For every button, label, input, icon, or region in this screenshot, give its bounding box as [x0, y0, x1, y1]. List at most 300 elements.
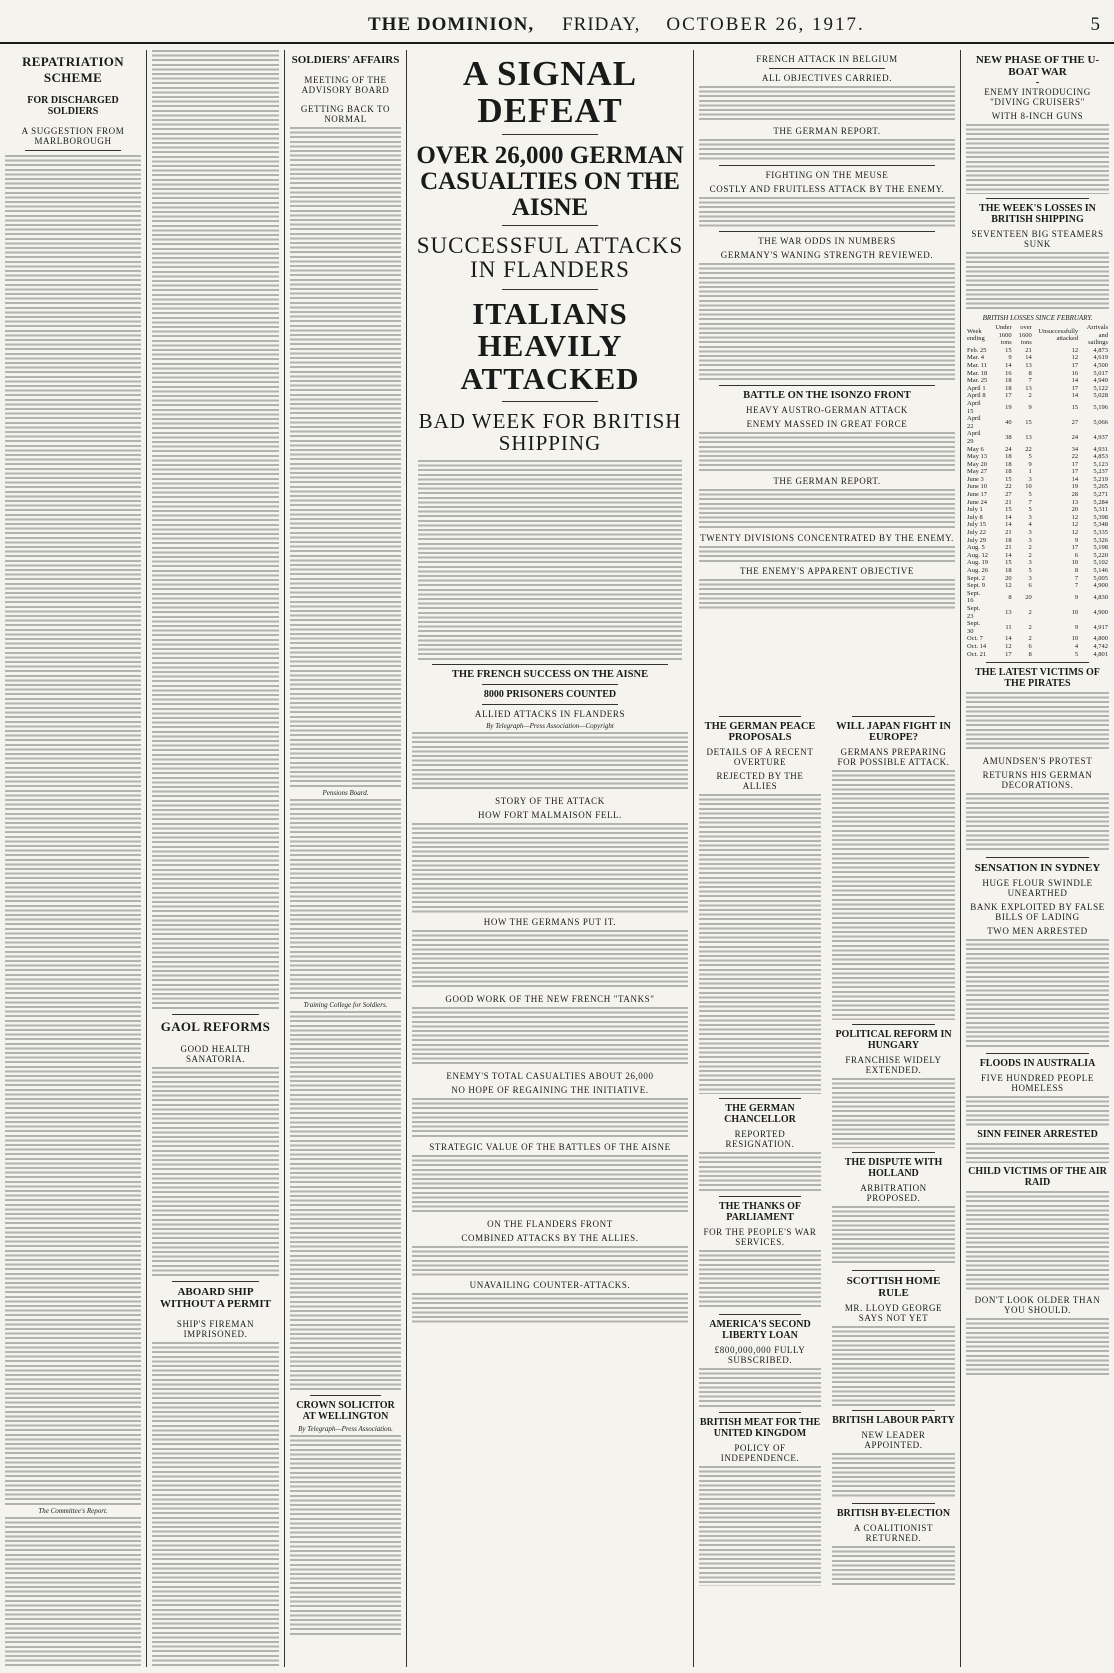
article-body-text: [5, 1517, 141, 1667]
table-row: [966, 453, 1109, 461]
divider: [719, 1314, 801, 1315]
subhead-new-leader: NEW LEADER APPOINTED.: [861, 1430, 926, 1450]
table-cell: 7: [1028, 377, 1032, 385]
table-row: [966, 461, 1109, 469]
right-block-top: [694, 50, 960, 710]
byline: By Telegraph—Press Association—Copyright: [486, 722, 614, 731]
table-row: [966, 514, 1109, 522]
table-row: [966, 635, 1109, 643]
article-body-text: [290, 127, 401, 787]
table-cell: 13: [1025, 384, 1032, 392]
divider: [986, 857, 1089, 858]
article-body-text: [966, 1143, 1109, 1163]
table-cell: 9: [1074, 623, 1079, 631]
table-cell: 3: [1028, 513, 1032, 521]
article-body-text: [966, 124, 1109, 194]
table-row: [966, 385, 1109, 393]
table-cell: 6: [1074, 551, 1079, 559]
subhead-germans-preparing: GERMANS PREPARING FOR POSSIBLE ATTACK.: [837, 747, 950, 767]
masthead: [0, 0, 1114, 44]
table-cell: 5: [1074, 650, 1079, 658]
headline-soldiers-affairs: SOLDIERS' AFFAIRS: [291, 54, 400, 66]
table-row: [966, 651, 1109, 659]
table-cell: 5: [1028, 567, 1032, 574]
subhead-unavailing: UNAVAILING COUNTER-ATTACKS.: [469, 1280, 631, 1291]
divider: [719, 1412, 801, 1413]
table-cell: 20: [1005, 574, 1012, 582]
article-body-text: [152, 1067, 279, 1277]
divider: [719, 1196, 801, 1197]
headline-signal-defeat: A SIGNAL DEFEAT: [462, 54, 638, 130]
table-cell: 9: [1074, 536, 1079, 544]
table-header-row: [966, 324, 1109, 347]
article-body-text: [966, 793, 1109, 853]
table-cell: 16: [1005, 369, 1012, 377]
headline-german-chancellor: THE GERMAN CHANCELLOR: [724, 1103, 796, 1125]
table-cell: 4,800: [1093, 635, 1108, 643]
subhead-prisoners: 8000 PRISONERS COUNTED: [483, 689, 617, 701]
article-body-text: [832, 1078, 955, 1148]
table-cell: 5,102: [1093, 559, 1108, 567]
subhead-bank: BANK EXPLOITED BY FALSE BILLS OF LADING: [970, 902, 1105, 923]
subhead-diving-cruisers: ENEMY INTRODUCING "DIVING CRUISERS": [984, 87, 1091, 107]
table-cell: July 1: [967, 506, 983, 514]
table-row: [966, 483, 1109, 491]
subhead-two-men: TWO MEN ARRESTED: [987, 926, 1088, 937]
headline-repatriation: REPATRIATION SCHEME: [22, 54, 124, 85]
article-body-text: [412, 823, 688, 913]
column-1: [0, 50, 146, 1667]
subhead-massed: ENEMY MASSED IN GREAT FORCE: [746, 419, 908, 429]
subhead-combined-attacks: COMBINED ATTACKS BY THE ALLIES.: [461, 1233, 639, 1244]
table-cell: 9: [1028, 460, 1032, 468]
article-body-text: [418, 460, 682, 660]
subhead-franchise: FRANCHISE WIDELY EXTENDED.: [845, 1055, 942, 1075]
headline-gaol-reforms: GAOL REFORMS: [160, 1019, 271, 1034]
table-header-cell: Week ending: [967, 327, 985, 343]
table-cell: 5,237: [1093, 468, 1108, 476]
subhead-twenty-divisions: TWENTY DIVISIONS CONCENTRATED BY THE ENEMY.: [700, 533, 954, 543]
table-row: [966, 415, 1109, 430]
subhead-strategic-value: STRATEGIC VALUE OF THE BATTLES OF THE AISNE: [429, 1142, 671, 1153]
table-cell: 6: [1028, 582, 1032, 590]
table-cell: 40: [1005, 418, 1012, 426]
headline-by-election: BRITISH BY-ELECTION: [836, 1508, 951, 1519]
article-body-text: [412, 1098, 688, 1138]
divider: [482, 704, 618, 705]
headline-amundsen: AMUNDSEN'S PROTEST: [982, 756, 1093, 767]
table-cell: 4: [1028, 521, 1032, 529]
table-cell: June 17: [967, 491, 988, 499]
table-cell: Aug. 5: [967, 544, 985, 552]
table-row: [966, 430, 1109, 445]
divider: [1036, 82, 1039, 83]
table-cell: 3: [1028, 574, 1032, 582]
table-cell: 18: [1005, 460, 1012, 468]
table-cell: 10: [1025, 483, 1032, 491]
table-cell: 8: [1074, 567, 1079, 574]
table-cell: 27: [1005, 491, 1012, 499]
table-row: [966, 392, 1109, 400]
article-body-text: [412, 1155, 688, 1215]
table-cell: 18: [1005, 536, 1012, 544]
article-body-text: [699, 86, 955, 122]
article-body-text: [412, 1293, 688, 1323]
headline-shipping: BAD WEEK FOR BRITISH SHIPPING: [418, 409, 682, 456]
table-cell: 4,900: [1093, 608, 1108, 616]
center-feature: [407, 50, 693, 1667]
table-cell: 14: [1005, 551, 1012, 559]
table-cell: 12: [1005, 582, 1012, 590]
divider: [986, 1053, 1089, 1054]
table-header-cell: Arrivals and sailings: [1086, 324, 1108, 347]
headline-italians: ITALIANS HEAVILY ATTACKED: [460, 295, 640, 396]
table-cell: Feb. 25: [967, 346, 987, 354]
table-cell: 11: [1005, 623, 1012, 631]
table-cell: 4,931: [1093, 445, 1108, 453]
table-cell: 17: [1005, 392, 1012, 400]
article-body-text: [699, 197, 955, 227]
article-body-text: [412, 1246, 688, 1276]
divider: [986, 198, 1089, 199]
table-cell: July 15: [967, 521, 986, 529]
table-cell: 9: [1008, 354, 1012, 362]
subhead-subscribed: £800,000,000 FULLY SUBSCRIBED.: [714, 1345, 806, 1365]
table-cell: 5: [1028, 453, 1032, 461]
table-cell: 15: [1005, 346, 1012, 354]
losses-table: [966, 324, 1109, 658]
article-body-text: [412, 1007, 688, 1067]
table-cell: 15: [1005, 559, 1012, 567]
subhead-resignation: REPORTED RESIGNATION.: [725, 1129, 795, 1149]
table-cell: 2: [1028, 544, 1032, 552]
table-cell: June 24: [967, 498, 988, 506]
table-row: [966, 544, 1109, 552]
subhead-pensions-board: Pensions Board.: [322, 789, 369, 797]
table-cell: 4: [1074, 642, 1079, 650]
subhead-no-hope: NO HOPE OF REGAINING THE INITIATIVE.: [451, 1085, 649, 1096]
article-body-text: [966, 1096, 1109, 1126]
article-body-text: [966, 692, 1109, 752]
table-cell: Oct. 14: [967, 642, 987, 650]
table-cell: May 6: [967, 445, 984, 453]
table-cell: 10: [1071, 635, 1079, 643]
subhead-policy: POLICY OF INDEPENDENCE.: [720, 1443, 800, 1463]
table-row: [966, 537, 1109, 545]
article-body-text: [699, 432, 955, 472]
table-cell: 5,348: [1093, 521, 1108, 529]
table-cell: Oct. 21: [967, 650, 987, 658]
table-cell: 12: [1005, 642, 1012, 650]
table-cell: 7: [1074, 574, 1079, 582]
article-body-text: [152, 50, 279, 1010]
table-cell: Aug. 19: [967, 559, 988, 567]
table-cell: 17: [1071, 384, 1079, 392]
table-cell: 20: [1071, 506, 1079, 514]
subhead-details-overture: DETAILS OF A RECENT OVERTURE: [706, 747, 814, 767]
table-cell: 5: [1028, 491, 1032, 499]
table-row: [966, 446, 1109, 454]
advert-heading: DON'T LOOK OLDER THAN YOU SHOULD.: [974, 1295, 1101, 1316]
table-cell: 22: [1071, 453, 1079, 461]
table-cell: 18: [1005, 377, 1012, 385]
table-row: [966, 506, 1109, 514]
subhead-allied-attacks: ALLIED ATTACKS IN FLANDERS: [474, 709, 626, 720]
table-cell: Sept. 9: [967, 582, 986, 590]
table-cell: 8: [1028, 650, 1032, 658]
table-cell: 13: [1025, 361, 1032, 369]
table-row: [966, 347, 1109, 355]
headline-floods: FLOODS IN AUSTRALIA: [979, 1058, 1096, 1070]
table-cell: 34: [1071, 445, 1079, 453]
headline-german-casualties: OVER 26,000 GERMAN CASUALTIES ON THE AISNE: [416, 141, 684, 221]
headline-hungary: POLITICAL REFORM IN HUNGARY: [835, 1029, 952, 1051]
headline-war-odds: THE WAR ODDS IN NUMBERS: [758, 236, 896, 246]
table-cell: 22: [1025, 445, 1032, 453]
table-cell: July 29: [967, 536, 986, 544]
table-row: [966, 582, 1109, 590]
table-cell: 5,028: [1093, 392, 1108, 400]
table-cell: 14: [1071, 392, 1079, 400]
table-header-cell: Unsuccessfully attacked: [1038, 327, 1079, 343]
table-row: [966, 400, 1109, 415]
headline-liberty-loan: AMERICA'S SECOND LIBERTY LOAN: [709, 1319, 811, 1341]
table-cell: April 1: [967, 384, 986, 392]
table-cell: Sept. 2: [967, 574, 986, 582]
table-cell: 17: [1005, 650, 1012, 658]
table-cell: 4,853: [1093, 453, 1108, 461]
table-row: [966, 605, 1109, 620]
table-cell: 5,123: [1093, 460, 1108, 468]
subhead-8-inch-guns: WITH 8-INCH GUNS: [991, 111, 1084, 121]
table-cell: 3: [1028, 536, 1032, 544]
table-row: [966, 499, 1109, 507]
divider: [852, 1503, 935, 1504]
article-body-text: [290, 1011, 401, 1391]
table-row: [966, 590, 1109, 605]
table-cell: 4,830: [1093, 593, 1108, 601]
table-cell: 17: [1071, 544, 1079, 552]
table-cell: Sept. 23: [967, 604, 981, 620]
table-cell: 2: [1028, 392, 1032, 400]
table-cell: 12: [1071, 354, 1079, 362]
article-body-text: [699, 263, 955, 381]
subhead-rejected: REJECTED BY THE ALLIES: [716, 771, 804, 791]
subhead-advisory-board: MEETING OF THE ADVISORY BOARD: [301, 75, 390, 95]
table-cell: 38: [1005, 434, 1012, 442]
article-body-text: [966, 252, 1109, 312]
table-cell: 4,801: [1093, 650, 1108, 658]
subhead-marlborough: A SUGGESTION FROM MARLBOROUGH: [21, 126, 125, 146]
table-cell: 5,311: [1093, 506, 1108, 514]
article-body-text: [699, 546, 955, 562]
article-body-text: [699, 1466, 821, 1586]
table-row: [966, 529, 1109, 537]
table-row: [966, 521, 1109, 529]
table-row: [966, 559, 1109, 567]
headline-holland: THE DISPUTE WITH HOLLAND: [844, 1157, 943, 1179]
table-cell: 14: [1005, 635, 1012, 643]
subhead-total-casualties: ENEMY'S TOTAL CASUALTIES ABOUT 26,000: [446, 1071, 654, 1082]
table-cell: Mar. 11: [967, 361, 987, 369]
table-cell: 21: [1005, 529, 1012, 537]
column-far-right: [961, 50, 1114, 1667]
subhead-apparent-objective: THE ENEMY'S APPARENT OBJECTIVE: [740, 566, 914, 576]
table-cell: 3: [1028, 529, 1032, 537]
table-cell: April 22: [967, 415, 981, 430]
table-row: [966, 567, 1109, 575]
table-cell: 13: [1005, 608, 1012, 616]
table-cell: 5,066: [1093, 418, 1108, 426]
subhead-homeless: FIVE HUNDRED PEOPLE HOMELESS: [981, 1073, 1094, 1094]
table-cell: 5,265: [1093, 483, 1108, 491]
table-cell: Sept. 16: [967, 589, 981, 605]
table-cell: 4,873: [1093, 346, 1108, 354]
headline-air-raid: CHILD VICTIMS OF THE AIR RAID: [968, 1166, 1107, 1189]
headline-japan: WILL JAPAN FIGHT IN EUROPE?: [836, 721, 951, 743]
table-cell: 5,220: [1093, 551, 1108, 559]
table-cell: 5,326: [1093, 536, 1108, 544]
table-row: [966, 354, 1109, 362]
table-cell: 14: [1071, 475, 1079, 483]
table-row: [966, 643, 1109, 651]
headline-weeks-losses: THE WEEK'S LOSSES IN BRITISH SHIPPING: [979, 203, 1096, 225]
table-cell: 5,271: [1093, 491, 1108, 499]
divider: [25, 150, 121, 151]
subhead-flanders-front: ON THE FLANDERS FRONT: [487, 1219, 613, 1230]
table-row: [966, 620, 1109, 635]
table-cell: 5,398: [1093, 513, 1108, 521]
table-cell: July 22: [967, 529, 986, 537]
table-cell: 22: [1005, 483, 1012, 491]
divider: [719, 385, 935, 386]
table-cell: 5,122: [1093, 384, 1108, 392]
table-cell: 2: [1028, 623, 1032, 631]
headline-flanders: SUCCESSFUL ATTACKS IN FLANDERS: [416, 233, 684, 283]
article-body-text: [699, 1368, 821, 1408]
table-cell: 5,198: [1093, 544, 1108, 552]
table-cell: July 8: [967, 513, 983, 521]
headline-french-success: THE FRENCH SUCCESS ON THE AISNE: [451, 669, 649, 681]
table-cell: 5,284: [1093, 498, 1108, 506]
table-cell: 6: [1028, 642, 1032, 650]
subhead-training-college: Training College for Soldiers.: [303, 1001, 388, 1009]
table-cell: 5,146: [1093, 567, 1108, 574]
subhead-tanks: GOOD WORK OF THE NEW FRENCH "TANKS": [445, 994, 655, 1005]
column-3: [285, 50, 406, 1667]
subhead-objectives: ALL OBJECTIVES CARRIED.: [761, 73, 893, 83]
divider: [482, 684, 618, 685]
table-cell: 5,196: [1093, 403, 1108, 411]
table-row: [966, 575, 1109, 583]
headline-u-boat: NEW PHASE OF THE U-BOAT WAR: [975, 54, 1100, 78]
table-cell: April 8: [967, 392, 986, 400]
right-column-b: [827, 712, 960, 1667]
table-cell: 15: [1071, 403, 1079, 411]
table-cell: 9: [1074, 593, 1079, 601]
divider: [852, 1152, 935, 1153]
table-cell: 17: [1071, 460, 1079, 468]
table-cell: 18: [1005, 468, 1012, 476]
table-row: [966, 552, 1109, 560]
table-cell: 7: [1028, 498, 1032, 506]
table-cell: 15: [1025, 418, 1032, 426]
table-cell: 10: [1071, 608, 1079, 616]
table-cell: 12: [1071, 521, 1079, 529]
table-cell: 3: [1028, 475, 1032, 483]
headline-crown-solicitor: CROWN SOLICITOR AT WELLINGTON: [296, 1400, 395, 1422]
issue-day: FRIDAY,: [562, 14, 641, 35]
table-cell: 12: [1071, 513, 1079, 521]
table-cell: 7: [1074, 582, 1079, 590]
table-cell: 2: [1028, 635, 1032, 643]
table-row: [966, 362, 1109, 370]
article-body-text: [966, 1191, 1109, 1291]
subhead-german-report: THE GERMAN REPORT.: [773, 126, 881, 136]
table-cell: 12: [1071, 346, 1079, 354]
article-body-text: [412, 930, 688, 990]
article-body-text: [966, 1318, 1109, 1378]
table-cell: 17: [1071, 468, 1079, 476]
article-body-text: [412, 732, 688, 792]
table-row: [966, 370, 1109, 378]
divider: [719, 716, 801, 717]
table-cell: 21: [1005, 498, 1012, 506]
table-cell: 4,619: [1093, 354, 1108, 362]
headline-british-meat: BRITISH MEAT FOR THE UNITED KINGDOM: [699, 1417, 821, 1439]
table-cell: 21: [1025, 346, 1032, 354]
subhead-coalitionist: A COALITIONIST RETURNED.: [853, 1523, 934, 1543]
table-row: [966, 491, 1109, 499]
table-cell: 5,219: [1093, 475, 1108, 483]
article-body-text: [699, 579, 955, 609]
byline: By Telegraph—Press Association.: [298, 1425, 393, 1433]
headline-scottish-home-rule: SCOTTISH HOME RULE: [846, 1275, 941, 1299]
table-cell: 8: [1008, 593, 1012, 601]
article-body-text: [832, 1326, 955, 1406]
table-cell: 18: [1005, 567, 1012, 574]
table-cell: 18: [1005, 453, 1012, 461]
issue-date: OCTOBER 26, 1917.: [666, 14, 865, 35]
table-cell: May 13: [967, 453, 988, 461]
subhead-seventeen-steamers: SEVENTEEN BIG STEAMERS SUNK: [971, 229, 1104, 249]
article-body-text: [699, 794, 821, 1094]
table-row: [966, 377, 1109, 385]
article-body-text: [290, 799, 401, 999]
headline-pirates: THE LATEST VICTIMS OF THE PIRATES: [975, 667, 1100, 690]
table-cell: Mar. 4: [967, 354, 984, 362]
table-cell: 21: [1005, 544, 1012, 552]
right-column-a: [694, 712, 826, 1667]
divider: [769, 68, 885, 69]
divider: [852, 1410, 935, 1411]
article-body-text: [290, 1435, 401, 1635]
subhead-waning: GERMANY'S WANING STRENGTH REVIEWED.: [720, 250, 934, 260]
divider: [502, 134, 598, 135]
table-cell: 12: [1071, 529, 1079, 537]
article-body-text: [966, 939, 1109, 1049]
subhead-decorations: RETURNS HIS GERMAN DECORATIONS.: [982, 770, 1093, 791]
subhead-fireman: SHIP'S FIREMAN IMPRISONED.: [176, 1319, 255, 1339]
article-body-text: [699, 139, 955, 161]
table-cell: Aug. 26: [967, 567, 988, 574]
table-cell: 4,949: [1093, 377, 1108, 385]
divider: [719, 165, 935, 166]
headline-thanks-parliament: THE THANKS OF PARLIAMENT: [718, 1201, 802, 1223]
article-body-text: [699, 1152, 821, 1192]
table-cell: 14: [1005, 361, 1012, 369]
table-cell: 18: [1005, 384, 1012, 392]
